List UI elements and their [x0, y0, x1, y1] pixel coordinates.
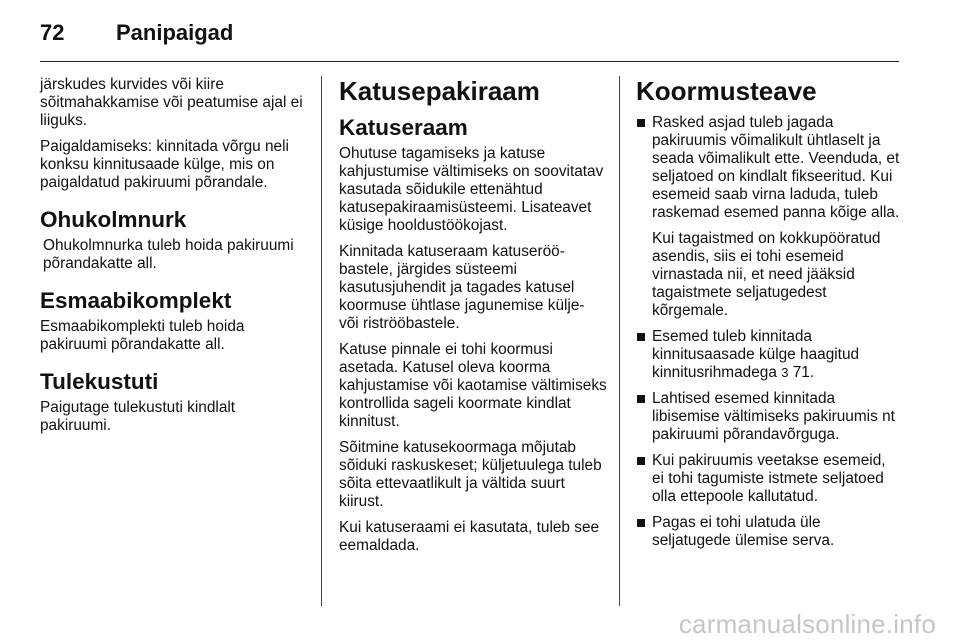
subsection-heading: Katuseraam — [339, 115, 468, 140]
page-reference-arrow-icon: 3 — [781, 365, 789, 380]
section-heading: Ohukolmnurk — [40, 207, 187, 232]
header-divider — [40, 61, 899, 62]
section-heading: Tulekustuti — [40, 369, 159, 394]
section-warning-triangle — [40, 206, 308, 273]
column-middle — [339, 76, 607, 563]
section-title: Katusepakiraam — [339, 76, 540, 106]
section-first-aid-kit — [40, 287, 308, 354]
list-item — [636, 328, 900, 382]
page-header — [40, 18, 233, 48]
column-divider — [321, 76, 322, 606]
chapter-title: Panipaigad — [116, 20, 234, 45]
section-heading: Esmaabikomplekt — [40, 288, 232, 313]
paragraph: Paigaldamiseks: kinnitada võrgu neli konksu kinnitusaade külge, mis on paigaldatud pakiruumi põrandale. — [40, 138, 289, 191]
paragraph — [652, 328, 900, 382]
section-title: Koormusteave — [636, 76, 817, 106]
list-item — [636, 114, 900, 320]
square-bullet-icon — [637, 333, 645, 341]
column-left — [40, 76, 308, 443]
column-right — [636, 76, 900, 558]
paragraph: Esmaabikomplekti tuleb hoida pakiruumi põrandakatte all. — [40, 318, 245, 353]
paragraph: Kinnitada katuseraam katuserööbastele, järgides süsteemi kasutusjuhendit ja tagades katusel koormuse ühtlase jagunemise külje- või riströöbastele. — [339, 243, 585, 332]
square-bullet-icon — [637, 395, 645, 403]
paragraph: Kui katuseraami ei kasutata, tuleb see eemaldada. — [339, 519, 600, 554]
bullet-list — [636, 114, 900, 550]
watermark: carmanualsonline.info — [678, 609, 936, 639]
paragraph: Katuse pinnale ei tohi koormusi asetada. Katusel oleva koorma kahjustamise või kaotamise vältimiseks kontrollida sageli koormate kindlat kinnitust. — [339, 341, 607, 430]
paragraph: Rasked asjad tuleb jagada pakiruumis võimalikult ühtlaselt ja seada võimalikult ette. Veenduda, et seljatoed on kindlalt fikseeritud. Kui esemeid saab virna laduda, tuleb raskemad esemed panna kõige alla. — [652, 114, 900, 221]
square-bullet-icon — [637, 119, 645, 127]
square-bullet-icon — [637, 519, 645, 527]
paragraph: Lahtised esemed kinnitada libisemise vältimiseks pakiruumis nt pakiruumi põrandavõrguga. — [652, 390, 895, 443]
paragraph: Paigutage tulekustuti kindlalt pakiruumi. — [40, 399, 236, 434]
page-reference: 71. — [788, 364, 815, 381]
list-item — [636, 452, 900, 506]
paragraph: järskudes kurvides või kiire sõitmahakkamise või peatumise ajal ei liiguks. — [40, 76, 303, 129]
column-divider — [619, 76, 620, 606]
section-fire-extinguisher — [40, 368, 308, 435]
paragraph: Kui pakiruumis veetakse esemeid, ei tohi tagumiste istmete seljatoed olla ettepoole kallutatud. — [652, 452, 886, 505]
paragraph: Ohutuse tagamiseks ja katuse kahjustumise vältimiseks on soovitatav kasutada sõidukile ettenähtud katusepakiraamisüsteemi. Lisateavet küsige hooldustöökojast. — [339, 145, 604, 234]
page-number: 72 — [40, 20, 65, 45]
list-item — [636, 390, 900, 444]
paragraph: Kui tagaistmed on kokkupööratud asendis, siis ei tohi esemeid virnastada nii, et need jääksid tagaistmete seljatugedest kõrgemale. — [652, 230, 881, 319]
paragraph: Sõitmine katusekoormaga mõjutab sõiduki raskuskeset; küljetuulega tuleb sõita ettevaatlikult ja vältida suurt kiirust. — [339, 439, 602, 510]
square-bullet-icon — [637, 457, 645, 465]
paragraph-text: Esemed tuleb kinnitada kinnitusaasade külge haagitud kinnitusrihmadega — [652, 328, 860, 381]
paragraph: Ohukolmnurka tuleb hoida pakiruumi põrandakatte all. — [43, 237, 294, 272]
list-item — [636, 514, 900, 550]
paragraph: Pagas ei tohi ulatuda üle seljatugede ülemise serva. — [652, 514, 835, 549]
